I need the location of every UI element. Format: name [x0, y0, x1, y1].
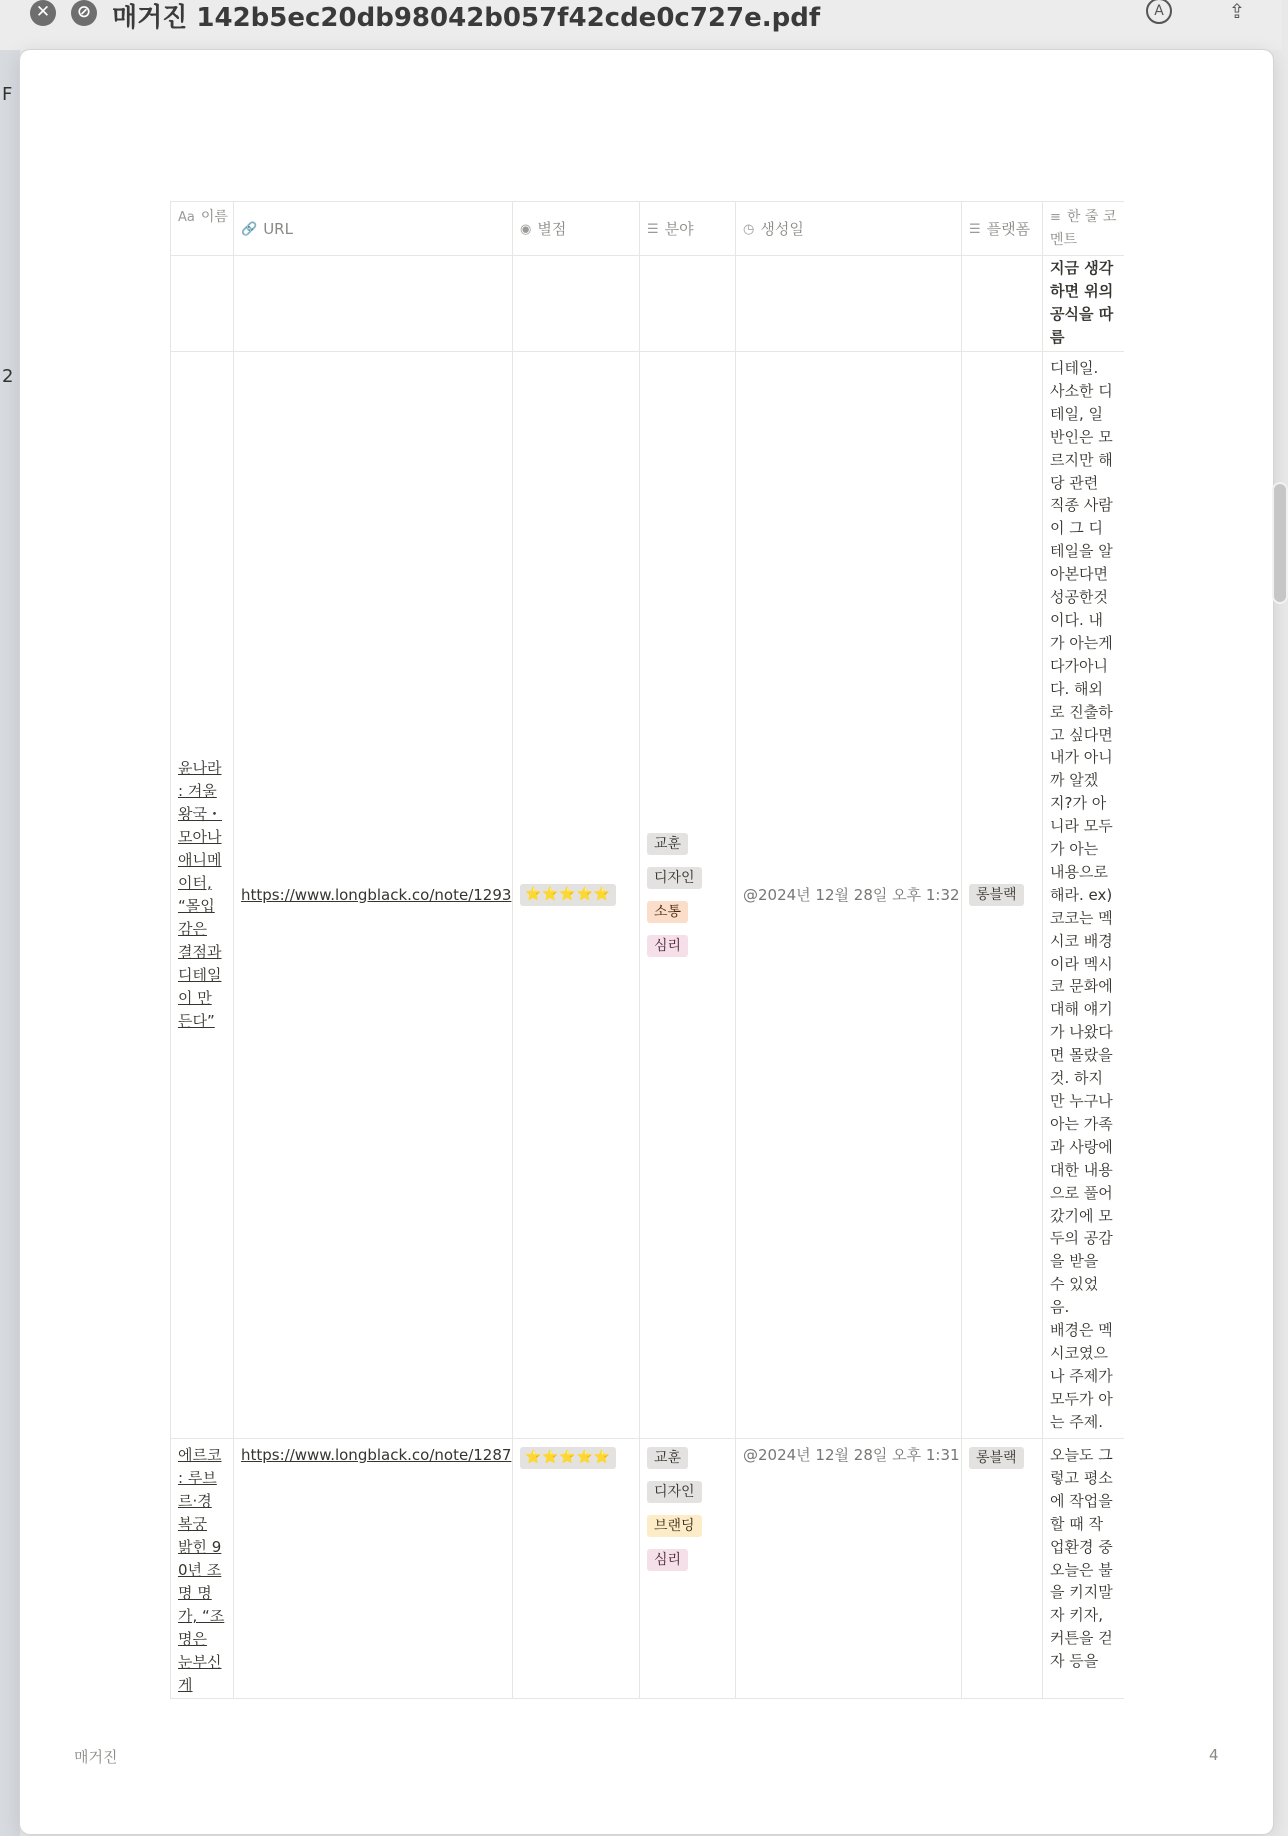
column-header-label: 플랫폼: [986, 219, 1031, 238]
column-header-label: 분야: [664, 219, 694, 238]
cell-url[interactable]: [234, 1439, 513, 1698]
window-title: 매거진 142b5ec20db98042b057f42cde0c727e.pdf: [112, 3, 821, 33]
clock-icon: ◷: [743, 221, 755, 237]
table-row[interactable]: [170, 1439, 1124, 1699]
tag-chip: 디자인: [647, 867, 702, 889]
table-row[interactable]: [170, 352, 1124, 1439]
markup-icon[interactable]: A: [1146, 0, 1172, 24]
multi-select-icon: ☰: [969, 221, 981, 237]
background-window: F 2: [0, 50, 20, 1836]
window-titlebar: [0, 0, 1282, 50]
cell-comment[interactable]: [1043, 256, 1124, 351]
cell-platform[interactable]: [962, 256, 1043, 351]
tag-chip: 심리: [647, 1549, 688, 1571]
cell-platform[interactable]: [962, 1439, 1043, 1698]
star-rating: ⭐⭐⭐⭐⭐: [520, 884, 616, 906]
article-title-link[interactable]: 에르코 : 루브르·경복궁 밝힌 90년 조명 명가, “조명은 눈부신 게: [178, 1446, 225, 1694]
column-header-category[interactable]: [640, 202, 736, 256]
column-header-name[interactable]: [170, 202, 234, 256]
cell-platform[interactable]: [962, 352, 1043, 1438]
text-type-icon: Aa: [178, 210, 195, 225]
cell-rating[interactable]: [513, 352, 640, 1438]
cell-name[interactable]: [170, 352, 234, 1438]
table-row[interactable]: [170, 256, 1124, 352]
column-header-label: URL: [263, 219, 293, 238]
database-table: [170, 201, 1124, 1694]
cell-category[interactable]: [640, 256, 736, 351]
article-url-link[interactable]: https://www.longblack.co/note/1293: [241, 885, 512, 904]
link-icon: 🔗: [241, 221, 258, 237]
cell-created[interactable]: [736, 1439, 962, 1698]
tag-chip: 디자인: [647, 1481, 702, 1503]
cell-url[interactable]: [234, 352, 513, 1438]
document-page[interactable]: [20, 50, 1273, 1834]
tag-chip: 심리: [647, 935, 688, 957]
minimize-icon[interactable]: ⊘: [71, 0, 97, 26]
tag-chip: 교훈: [647, 1447, 688, 1469]
platform-chip: 롱블랙: [969, 884, 1024, 906]
cell-name[interactable]: [170, 256, 234, 351]
cell-name[interactable]: [170, 1439, 234, 1698]
column-header-platform[interactable]: [962, 202, 1043, 256]
page-number: 4: [1209, 1746, 1219, 1764]
star-rating: ⭐⭐⭐⭐⭐: [520, 1447, 616, 1469]
cell-category[interactable]: [640, 352, 736, 1438]
platform-chip: 롱블랙: [969, 1447, 1024, 1469]
created-date: @2024년 12월 28일 오후 1:32: [743, 885, 960, 904]
column-header-rating[interactable]: [513, 202, 640, 256]
table-header-row: [170, 201, 1124, 256]
article-title-link[interactable]: 윤나라 : 겨울왕국・모아나 애니메이터, “몰입감은 결점과 디테일이 만든다”: [178, 759, 222, 1030]
column-header-comment[interactable]: [1043, 202, 1124, 256]
column-header-url[interactable]: [234, 202, 513, 256]
cell-rating[interactable]: [513, 1439, 640, 1698]
column-header-label: 별점: [537, 219, 567, 238]
page-footer-title: 매거진: [74, 1748, 118, 1766]
tag-chip: 브랜딩: [647, 1515, 702, 1537]
created-date: @2024년 12월 28일 오후 1:31: [743, 1446, 960, 1464]
article-url-link[interactable]: https://www.longblack.co/note/1287: [241, 1446, 512, 1464]
share-icon[interactable]: ⇪: [1228, 0, 1246, 23]
comment-text: 디테일. 사소한 디테일, 일반인은 모르지만 해당 관련 직종 사람이 그 디테일을 알아본다면 성공한것이다. 내가 아는게 다가아니다. 해외로 진출하고 싶다면 내가 아니까 알겠지?가 아니라 모두가 아는 내용으로 해라. ex) 코코는 멕시코 배경이라 멕시코 문화에 대해 얘기가 나왔다면 몰랐을것. 하지만 누구나 아는 가족과 사랑에 대한 내용으로 풀어갔기에 모두의 공감을 받을 수 있었음. 배경은 멕시코였으나 주제가 모두가 아는 주제.: [1050, 359, 1113, 1431]
scrollbar-thumb[interactable]: [1272, 482, 1288, 604]
cell-url[interactable]: [234, 256, 513, 351]
cell-rating[interactable]: [513, 256, 640, 351]
column-header-label: 생성일: [760, 219, 804, 238]
cell-created[interactable]: [736, 352, 962, 1438]
column-header-label: 이름: [200, 209, 228, 225]
cell-created[interactable]: [736, 256, 962, 351]
column-header-created[interactable]: [736, 202, 962, 256]
multi-select-icon: ☰: [647, 221, 659, 237]
close-icon[interactable]: ✕: [30, 0, 56, 26]
column-header-label: 한 줄 코멘트: [1050, 209, 1117, 248]
comment-text: 오늘도 그렇고 평소에 작업을 할 때 작업환경 중 오늘은 불을 키지말자 키자, 커튼을 걷자 등을: [1050, 1446, 1113, 1671]
select-icon: ◉: [520, 221, 532, 237]
comment-text: 지금 생각하면 위의 공식을 따름: [1050, 259, 1114, 346]
text-lines-icon: ≡: [1050, 210, 1061, 225]
tag-chip: 소통: [647, 901, 688, 923]
tag-chip: 교훈: [647, 833, 688, 855]
cell-comment[interactable]: [1043, 1439, 1124, 1698]
cell-comment[interactable]: [1043, 352, 1124, 1438]
cell-category[interactable]: [640, 1439, 736, 1698]
